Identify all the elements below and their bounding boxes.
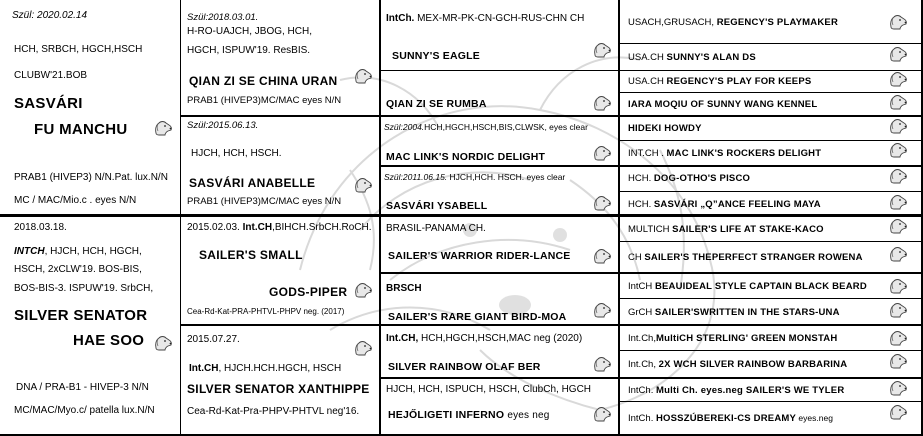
dog-head-icon	[888, 94, 908, 110]
gen4-prefix: IntCh.	[628, 385, 656, 396]
gen4-prefix: CH	[628, 252, 645, 263]
gen4-prefix: USACH,GRUSACH,	[628, 17, 717, 28]
gen4-cell	[620, 117, 921, 141]
gen4-name: 2X WCH SILVER RAINBOW BARBARINA	[658, 359, 848, 370]
sire-health1: PRAB1 (HIVEP3) N/N.Pat. lux.N/N	[14, 172, 168, 183]
divider-col2	[379, 0, 381, 436]
gen2-ds-health: Cea-Rd-Kat-PRA-PHTVL-PHPV neg. (2017)	[187, 307, 345, 316]
gen4-prefix: IntCH	[628, 281, 655, 292]
gen4-cell	[620, 217, 921, 242]
dog-head-icon	[888, 14, 908, 30]
dam-health2: MC/MAC/Myo.c/ patella lux.N/N	[14, 405, 155, 416]
divider-gen2-bottom	[180, 324, 923, 326]
gen4-extra: eyes.neg	[796, 413, 833, 423]
gen3-name-4: SASVÁRI YSABELL	[386, 200, 488, 212]
gen2-sire-sire-cell	[181, 0, 379, 115]
divider-col1	[180, 0, 181, 436]
dog-head-icon	[888, 302, 908, 318]
gen2-ds-name-line2: GODS-PIPER	[269, 285, 348, 299]
gen3-name-6: SAILER'S RARE GIANT BIRD-MOA	[388, 311, 567, 323]
gen4-cell	[620, 351, 921, 379]
gen3-name-5: SAILER'S WARRIOR RIDER-LANCE	[388, 250, 571, 262]
gen4-name: SAILER'S LIFE AT STAKE-KACO	[672, 224, 824, 235]
gen4-cell	[620, 141, 921, 166]
dam-titles1: INTCH, HJCH, HCH, HGCH,	[14, 246, 142, 257]
dog-head-icon	[153, 120, 173, 136]
dog-head-icon	[353, 68, 373, 84]
gen4-cell	[620, 379, 921, 402]
gen4-prefix: MULTICH	[628, 224, 673, 235]
gen3-titles-8: HJCH, HCH, ISPUCH, HSCH, ClubCh, HGCH	[386, 384, 592, 395]
dog-head-icon	[888, 330, 908, 346]
gen4-entry	[628, 413, 833, 424]
gen2-ds-titles: 2015.02.03. Int.CH,BIHCH.SrbCH.RoCH.	[187, 222, 372, 233]
gen3-cell-3	[380, 116, 618, 166]
gen4-cell	[620, 166, 921, 192]
gen4-name: REGENCY'S PLAY FOR KEEPS	[666, 76, 812, 87]
dog-head-icon	[592, 195, 612, 211]
gen4-cell	[620, 402, 921, 436]
gen3-cell-8	[380, 379, 618, 436]
dog-head-icon	[888, 278, 908, 294]
dog-head-icon	[888, 71, 908, 87]
gen4-name: SAILER'S THEPERFECT STRANGER ROWENA	[644, 252, 863, 263]
gen2-dd-name: SILVER SENATOR XANTHIPPE	[187, 382, 370, 396]
gen2-dd-dob: 2015.07.27.	[187, 334, 240, 345]
gen4-entry	[628, 123, 702, 134]
dog-head-icon	[888, 246, 908, 262]
divider-gen3-1	[380, 70, 923, 71]
divider-col3	[618, 0, 620, 436]
dog-head-icon	[592, 248, 612, 264]
gen4-name: SASVÁRI „Q”ANCE FEELING MAYA	[653, 199, 821, 210]
gen4-prefix: GrCH	[628, 307, 655, 318]
gen3-cell-6	[380, 274, 618, 325]
dog-head-icon	[592, 95, 612, 111]
gen4-name: HOSSZÚBEREKI-CS DREAMY	[656, 413, 797, 424]
gen3-titles-5: BRASIL-PANAMA CH.	[386, 223, 486, 234]
gen4-name: SAILER'SWRITTEN IN THE STARS-UNA	[654, 307, 840, 318]
sire-name-line2: FU MANCHU	[34, 121, 128, 138]
dog-head-icon	[888, 168, 908, 184]
gen4-cell	[620, 0, 921, 44]
gen3-titles-7: Int.CH, HCH,HGCH,HSCH,MAC neg (2020)	[386, 333, 583, 344]
gen4-cell	[620, 274, 921, 299]
gen4-entry	[628, 199, 821, 210]
gen4-prefix: USA.CH	[628, 52, 667, 63]
gen4-prefix: HCH.	[628, 199, 654, 210]
gen4-name: DOG-OTHO'S PISCO	[653, 173, 751, 184]
gen2-sd-name: SASVÁRI ANABELLE	[189, 176, 316, 190]
dog-head-icon	[592, 356, 612, 372]
gen4-name: BEAUIDEAL STYLE CAPTAIN BLACK BEARD	[654, 281, 867, 292]
dog-head-icon	[592, 42, 612, 58]
gen3-cell-2	[380, 71, 618, 115]
divider-main	[0, 214, 923, 217]
gen2-ss-dob: Szül:2018.03.01.	[187, 12, 259, 23]
dam-dob: 2018.03.18.	[14, 222, 67, 233]
gen2-ss-titles1: H-RO-UAJCH, JBOG, HCH,	[187, 26, 312, 37]
gen4-prefix: INT.CH .	[628, 148, 667, 159]
gen4-cell	[620, 299, 921, 326]
dog-head-icon	[353, 177, 373, 193]
gen2-sd-dob: Szül:2015.06.13.	[187, 120, 259, 131]
gen4-name: MAC LINK'S ROCKERS DELIGHT	[666, 148, 822, 159]
gen2-dam-dam-cell	[181, 326, 379, 436]
gen4-entry	[628, 281, 867, 292]
gen2-dd-health: Cea-Rd-Kat-Pra-PHPV-PHTVL neg'16.	[187, 406, 360, 417]
sire-titles: HCH, SRBCH, HGCH,HSCH	[14, 44, 143, 55]
dog-head-icon	[888, 142, 908, 158]
gen4-cell	[620, 93, 921, 117]
dog-head-icon	[153, 335, 173, 351]
divider-gen3-3	[380, 165, 923, 167]
dog-head-icon	[353, 282, 373, 298]
gen4-cell	[620, 71, 921, 93]
gen2-dd-titles: Int.CH, HJCH.HCH.HGCH, HSCH	[189, 363, 342, 374]
gen4-entry	[628, 224, 824, 235]
gen4-entry	[628, 76, 811, 87]
dam-titles3: BOS-BIS-3. ISPUW'19. SrbCH,	[14, 283, 154, 294]
gen4-entry	[628, 52, 756, 63]
gen3-name-8: HEJŐLIGETI INFERNO eyes neg	[388, 409, 550, 421]
gen4-prefix: USA.CH	[628, 76, 667, 87]
gen3-titles-1: IntCh. MEX-MR-PK-CN-GCH-RUS-CHN CH	[386, 13, 585, 24]
gen4-cell	[620, 242, 921, 274]
dog-head-icon	[888, 380, 908, 396]
gen4-entry	[628, 173, 750, 184]
sire-name-line1: SASVÁRI	[14, 95, 83, 112]
gen4-entry	[628, 252, 863, 263]
gen4-entry	[628, 148, 821, 159]
gen3-name-3: MAC LINK'S NORDIC DELIGHT	[386, 151, 546, 163]
gen4-entry	[628, 333, 837, 344]
dog-head-icon	[888, 404, 908, 420]
gen4-entry	[628, 307, 840, 318]
dog-head-icon	[592, 302, 612, 318]
sire-cell	[0, 0, 180, 215]
dog-head-icon	[888, 353, 908, 369]
gen3-name-7: SILVER RAINBOW OLAF BER	[388, 361, 541, 373]
dog-head-icon	[592, 145, 612, 161]
sire-dob: Szül: 2020.02.14	[12, 10, 88, 21]
dog-head-icon	[888, 218, 908, 234]
gen3-cell-7	[380, 326, 618, 378]
gen4-prefix: Int.Ch,	[628, 333, 656, 344]
gen3-cell-1	[380, 0, 618, 70]
gen2-ss-titles2: HGCH, ISPUW'19. ResBIS.	[187, 45, 311, 56]
dog-head-icon	[888, 46, 908, 62]
gen4-name: HIDEKI HOWDY	[628, 123, 702, 134]
dam-name-line1: SILVER SENATOR	[14, 307, 148, 324]
dog-head-icon	[888, 118, 908, 134]
gen4-prefix: HCH.	[628, 173, 654, 184]
gen4-entry	[628, 99, 817, 110]
dog-head-icon	[353, 340, 373, 356]
gen4-name: REGENCY'S PLAYMAKER	[716, 17, 838, 28]
gen4-cell	[620, 326, 921, 351]
gen4-entry	[628, 17, 838, 28]
gen2-sd-health: PRAB1 (HIVEP3)MC/MAC eyes N/N	[187, 196, 342, 207]
gen4-entry	[628, 385, 844, 396]
gen4-name: MultiCH STERLING' GREEN MONSTAH	[656, 333, 838, 344]
dam-cell	[0, 217, 180, 436]
dog-head-icon	[592, 406, 612, 422]
gen4-name: Multi Ch. eyes.neg SAILER'S WE TYLER	[656, 385, 845, 396]
gen4-prefix: Int.Ch,	[628, 359, 659, 370]
dam-name-line2: HAE SOO	[73, 332, 145, 349]
divider-gen2-top	[180, 115, 923, 117]
gen3-name-2: QIAN ZI SE RUMBA	[386, 98, 487, 110]
divider-gen3-5	[380, 272, 923, 274]
gen3-titles-4: Szül:2011.06.15. HJCH,HCH. HSCH. eyes clear	[384, 172, 566, 182]
gen4-cell	[620, 44, 921, 71]
dam-titles2: HSCH, 2xCLW'19. BOS-BIS,	[14, 264, 142, 275]
gen3-name-1: SUNNY'S EAGLE	[392, 50, 480, 62]
dam-health1: DNA / PRA-B1 - HIVEP-3 N/N	[16, 382, 149, 393]
gen4-name: SUNNY'S ALAN DS	[666, 52, 756, 63]
gen2-ss-name: QIAN ZI SE CHINA URAN	[189, 74, 338, 88]
gen2-ss-health: PRAB1 (HIVEP3)MC/MAC eyes N/N	[187, 95, 342, 106]
gen3-cell-5	[380, 217, 618, 273]
sire-health2: MC / MAC/Mio.c . eyes N/N	[14, 195, 137, 206]
divider-gen3-7	[380, 377, 923, 379]
dog-head-icon	[888, 194, 908, 210]
gen3-titles-6: BRSCH	[386, 283, 422, 294]
gen4-prefix: IntCh.	[628, 413, 656, 424]
gen2-sd-titles: HJCH, HCH, HSCH.	[191, 148, 282, 159]
gen2-sire-dam-cell	[181, 116, 379, 215]
gen2-dam-sire-cell	[181, 217, 379, 325]
sire-clubw: CLUBW'21.BOB	[14, 70, 88, 81]
gen4-entry	[628, 359, 847, 370]
gen3-titles-3: Szül:2004.HCH,HGCH,HSCH,BIS,CLWSK, eyes clear	[384, 122, 588, 132]
gen4-name: IARA MOQIU OF SUNNY WANG KENNEL	[628, 99, 818, 110]
gen2-ds-name-line1: SAILER'S SMALL	[199, 248, 303, 262]
gen3-cell-4	[380, 167, 618, 215]
